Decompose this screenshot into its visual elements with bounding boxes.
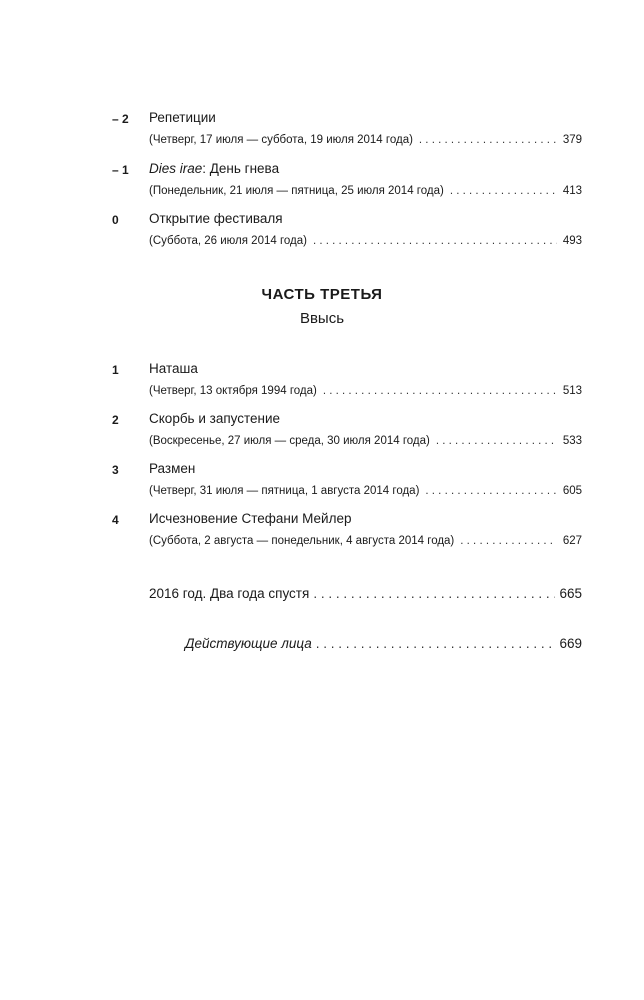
page-number: 605: [562, 485, 582, 497]
page-number: 379: [562, 134, 582, 146]
dot-leader: [313, 235, 557, 247]
dot-leader: [323, 385, 557, 397]
chapter-dates-line: [149, 535, 582, 547]
chapter-title-text: Открытие фестиваля: [149, 211, 283, 226]
chapter-dates: (Суббота, 26 июля 2014 года): [149, 235, 307, 247]
dot-leader: [313, 586, 555, 601]
dot-leader: [419, 134, 557, 146]
chapter-dates: (Воскресенье, 27 июля — среда, 30 июля 2014 года): [149, 435, 430, 447]
page-number: 493: [562, 235, 582, 247]
characters-title: Действующие лица: [185, 636, 312, 651]
chapter-title: [149, 211, 283, 226]
toc-entry-epilogue: [149, 586, 582, 601]
chapter-title-text: : День гнева: [202, 161, 280, 176]
page-number: 513: [562, 385, 582, 397]
chapter-title: Размен: [149, 461, 196, 476]
chapter-number: 2: [112, 413, 119, 427]
dot-leader: [450, 185, 557, 197]
chapter-dates: (Четверг, 31 июля — пятница, 1 августа 2014 года): [149, 485, 420, 497]
chapter-title: Скорбь и запустение: [149, 411, 281, 426]
chapter-dates: (Четверг, 13 октября 1994 года): [149, 385, 317, 397]
chapter-dates-line: [149, 235, 582, 247]
chapter-dates: (Суббота, 2 августа — понедельник, 4 августа 2014 года): [149, 535, 455, 547]
chapter-dates-line: [149, 185, 582, 197]
part-subtitle: Ввысь: [299, 310, 345, 327]
chapter-title-italic: Dies irae: [149, 161, 203, 176]
page-number: 533: [562, 435, 582, 447]
page-number: 665: [559, 586, 582, 601]
chapter-dates-line: [149, 485, 582, 497]
chapter-number: 4: [112, 513, 119, 527]
chapter-dates-line: [149, 385, 582, 397]
part-title: ЧАСТЬ ТРЕТЬЯ: [261, 286, 383, 303]
chapter-number: – 2: [112, 112, 129, 126]
dot-leader: [436, 435, 557, 447]
chapter-dates: (Понедельник, 21 июля — пятница, 25 июля 2014 года): [149, 185, 444, 197]
chapter-number: 3: [112, 463, 119, 477]
page-number: 627: [562, 535, 582, 547]
chapter-number: 1: [112, 363, 119, 377]
toc-entry-characters: [185, 636, 582, 651]
chapter-number: 0: [112, 213, 119, 227]
dot-leader: [425, 485, 556, 497]
page-number: 669: [559, 636, 582, 651]
chapter-dates-line: [149, 134, 582, 146]
chapter-number: – 1: [112, 163, 129, 177]
chapter-title-text: Репетиции: [149, 110, 216, 125]
chapter-title: [149, 110, 216, 125]
chapter-title: Исчезновение Стефани Мейлер: [149, 511, 352, 526]
dot-leader: [316, 636, 556, 651]
epilogue-title: 2016 год. Два года спустя: [149, 586, 310, 601]
dot-leader: [460, 535, 557, 547]
chapter-dates: (Четверг, 17 июля — суббота, 19 июля 2014 года): [149, 134, 413, 146]
page-number: 413: [562, 185, 582, 197]
chapter-title: Наташа: [149, 361, 198, 376]
chapter-dates-line: [149, 435, 582, 447]
chapter-title: [149, 161, 279, 176]
